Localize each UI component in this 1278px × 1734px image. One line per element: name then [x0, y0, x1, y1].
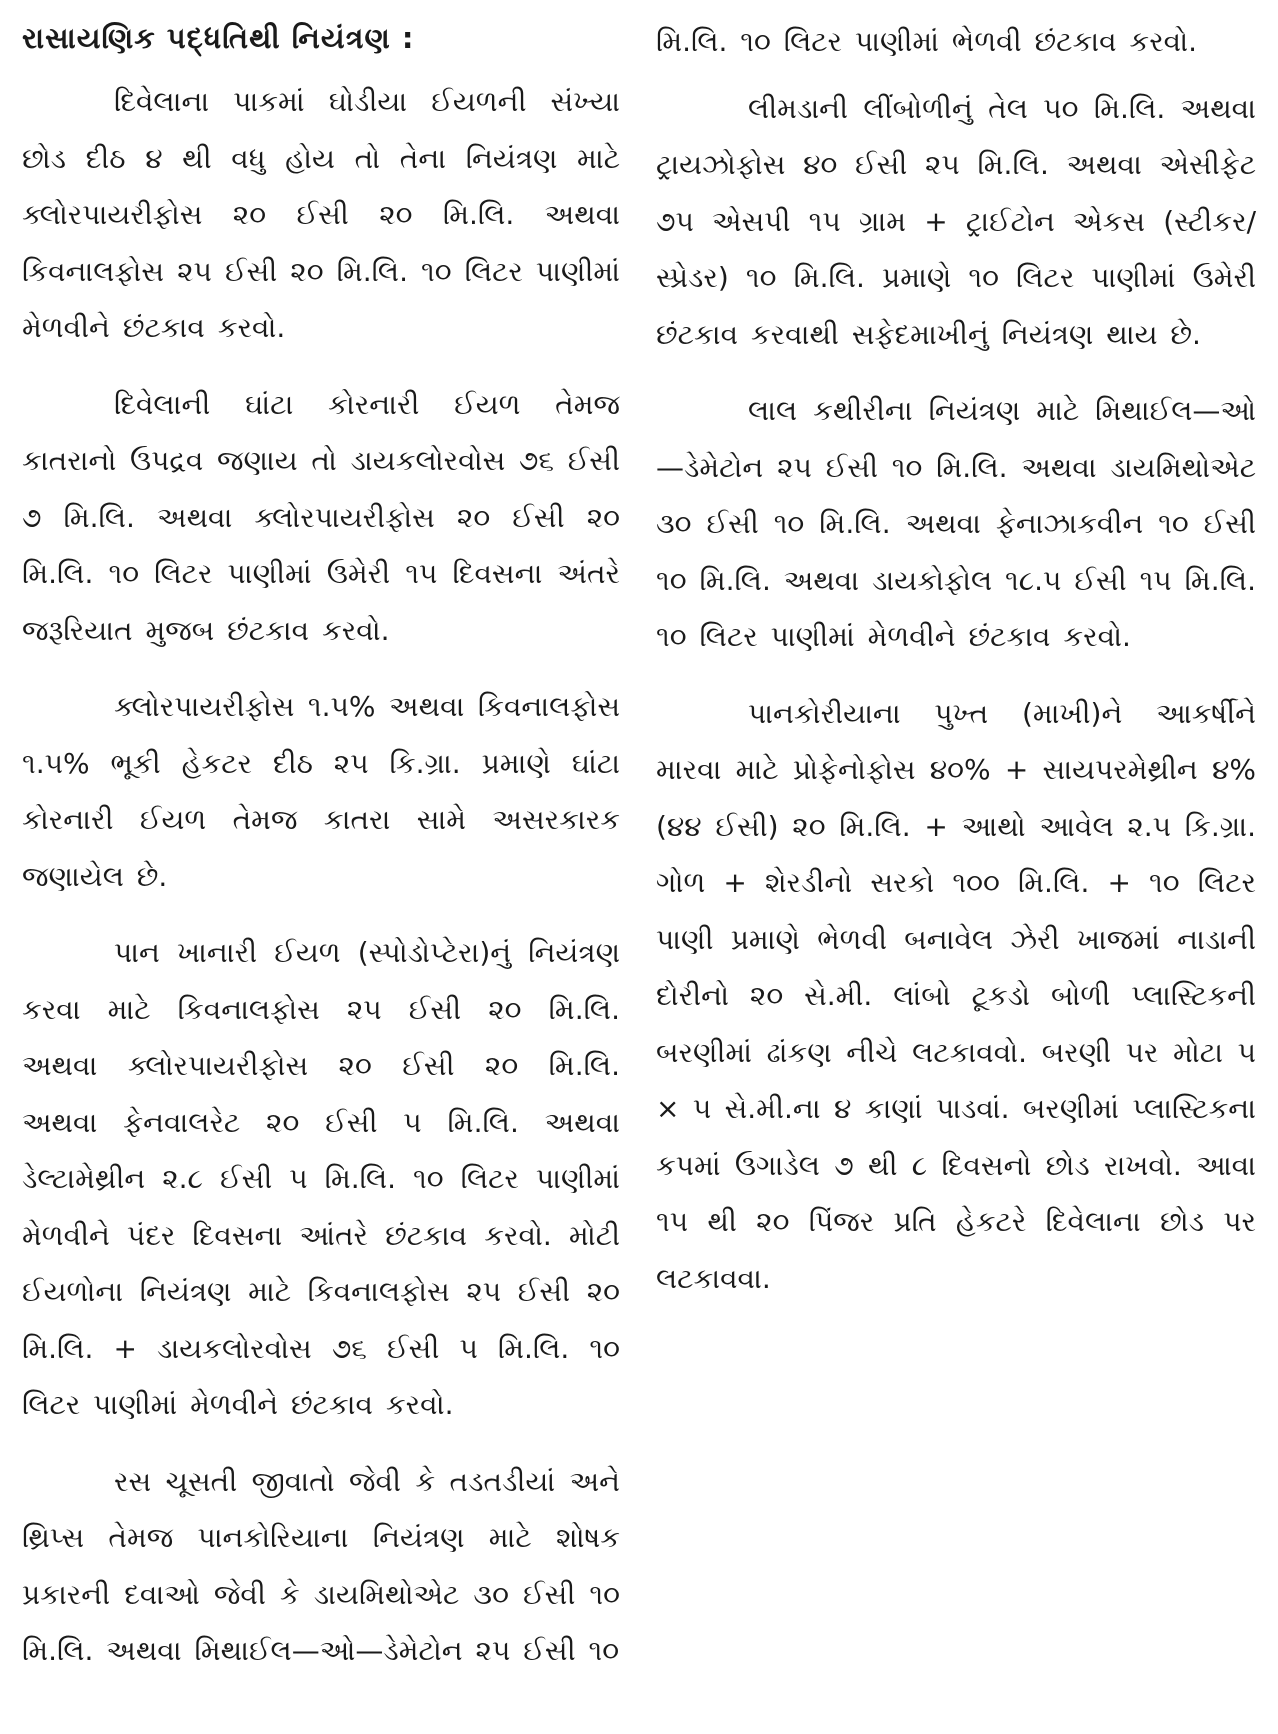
paragraph-whitefly: લીમડાની લીંબોળીનું તેલ ૫૦ મિ.લિ. અથવા ટ્રાયઝોફોસ ૪૦ ઈસી ૨૫ મિ.લિ. અથવા એસીફેટ ૭૫ એસપી ૧૫ ગ્રામ + ટ્રાઈટોન એકસ (સ્ટીકર/સ્પ્રેડર) ૧૦ મિ.લિ. પ્રમાણે ૧૦ લિટર પાણીમાં ઉમેરી છંટકાવ કરવાથી સફેદમાખીનું નિયંત્રણ થાય છે. — [656, 91, 1256, 351]
paragraph-continuation: મિ.લિ. ૧૦ લિટર પાણીમાં ભેળવી છંટકાવ કરવો. — [656, 25, 1198, 58]
paragraph-capsule-borer: દિવેલાની ઘાંટા કોરનારી ઈયળ તેમજ કાતરાનો ઉપદ્રવ જણાય તો ડાયકલોરવોસ ૭૬ ઈસી ૭ મિ.લિ. અથવા ક્લોરપાયરીફોસ ૨૦ ઈસી ૨૦ મિ.લિ. ૧૦ લિટર પાણીમાં ઉમેરી ૧૫ દિવસના અંતરે જરૂરિયાત મુજબ છંટકાવ કરવો. — [22, 387, 620, 647]
paragraph-castor-semilooper: દિવેલાના પાકમાં ઘોડીયા ઈયળની સંખ્યા છોડ દીઠ ૪ થી વધુ હોય તો તેના નિયંત્રણ માટે ક્લોરપાયરીફોસ ૨૦ ઈસી ૨૦ મિ.લિ. અથવા કિવનાલફોસ ૨૫ ઈસી ૨૦ મિ.લિ. ૧૦ લિટર પાણીમાં મેળવીને છંટકાવ કરવો. — [22, 85, 620, 344]
left-column — [22, 14, 620, 1700]
paragraph-leaf-miner-trap: પાનકોરીયાના પુખ્ત (માખી)ને આકર્ષીને મારવા માટે પ્રોફેનોફોસ ૪૦% + સાયપરમેથ્રીન ૪% (૪૪ ઈસી) ૨૦ મિ.લિ. + આથો આવેલ ૨.૫ કિ.ગ્રા. ગોળ + શેરડીનો સરકો ૧૦૦ મિ.લિ. + ૧૦ લિટર પાણી પ્રમાણે ભેળવી બનાવેલ ઝેરી ખાજમાં નાડાની દોરીનો ૨૦ સે.મી. લાંબો ટૂકડો બોળી પ્લાસ્ટિકની બરણીમાં ઢાંકણ નીચે લટકાવવો. બરણી પર મોટા ૫ × ૫ સે.મી.ના ૪ કાણાં પાડવાં. બરણીમાં પ્લાસ્ટિકના કપમાં ઉગાડેલ ૭ થી ૮ દિવસનો છોડ રાખવો. આવા ૧૫ થી ૨૦ પિંજર પ્રતિ હેકટરે દિવેલાના છોડ પર લટકાવવા. — [656, 696, 1256, 1295]
paragraph-sucking-pests: રસ ચૂસતી જીવાતો જેવી કે તડતડીયાં અને થ્રિપ્સ તેમજ પાનકોરિયાના નિયંત્રણ માટે શોષક પ્રકારની દવાઓ જેવી કે ડાયમિથોએટ ૩૦ ઈસી ૧૦ મિ.લિ. અથવા મિથાઈલ—ઓ—ડેમેટોન ૨૫ ઈસી ૧૦ — [22, 1464, 620, 1667]
paragraph-spodoptera: પાન ખાનારી ઈયળ (સ્પોડોપ્ટેરા)નું નિયંત્રણ કરવા માટે કિવનાલફોસ ૨૫ ઈસી ૨૦ મિ.લિ. અથવા ક્લોરપાયરીફોસ ૨૦ ઈસી ૨૦ મિ.લિ. અથવા ફેનવાલરેટ ૨૦ ઈસી ૫ મિ.લિ. અથવા ડેલ્ટામેથ્રીન ૨.૮ ઈસી ૫ મિ.લિ. ૧૦ લિટર પાણીમાં મેળવીને પંદર દિવસના આંતરે છંટકાવ કરવો. મોટી ઈયળોના નિયંત્રણ માટે કિવનાલફોસ ૨૫ ઈસી ૨૦ મિ.લિ. + ડાયકલોરવોસ ૭૬ ઈસી ૫ મિ.લિ. ૧૦ લિટર પાણીમાં મેળવીને છંટકાવ કરવો. — [22, 936, 620, 1421]
section-heading: રાસાયણિક પદ્ધતિથી નિયંત્રણ : — [22, 21, 415, 55]
paragraph-red-mite: લાલ કથીરીના નિયંત્રણ માટે મિથાઈલ—ઓ—ડેમેટોન ૨૫ ઈસી ૧૦ મિ.લિ. અથવા ડાયમિથોએટ ૩૦ ઈસી ૧૦ મિ.લિ. અથવા ફેનાઝાકવીન ૧૦ ઈસી ૧૦ મિ.લિ. અથવા ડાયકોફોલ ૧૮.૫ ઈસી ૧૫ મિ.લિ. ૧૦ લિટર પાણીમાં મેળવીને છંટકાવ કરવો. — [656, 394, 1256, 653]
right-column — [656, 14, 1256, 1327]
paragraph-dust-application: ક્લોરપાયરીફોસ ૧.૫% અથવા કિવનાલફોસ ૧.૫% ભૂકી હેકટર દીઠ ૨૫ કિ.ગ્રા. પ્રમાણે ઘાંટા કોરનારી ઈયળ તેમજ કાતરા સામે અસરકારક જણાયેલ છે. — [22, 690, 620, 893]
